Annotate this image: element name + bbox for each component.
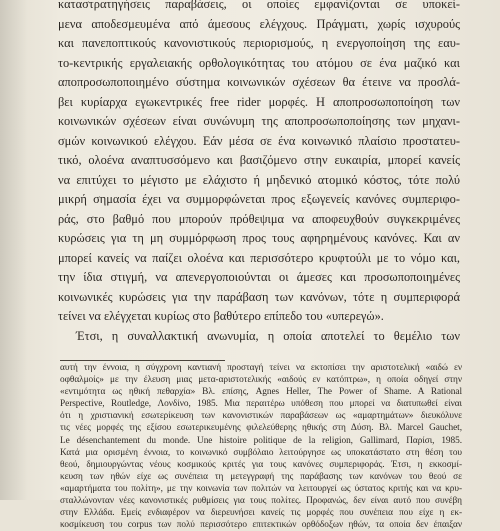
page-shadow <box>0 0 28 500</box>
footnotes <box>60 362 462 531</box>
footnote-line: αυτή την έννοια, η σύγχρονη καντιανή προσταγή τείνει να εκτοπίσει την αριστοτελική «αιδώ εν <box>60 363 462 373</box>
text-line: μενα αποδεσμευμένα από άμεσους ελέγχους. Πράγματι, χωρίς ισχυρούς <box>58 16 460 31</box>
text-line: τείνει να ελέγχεται κυρίως στο βαθύτερο επίπεδο του «υπερεγώ». <box>58 309 384 323</box>
text-line: να επιτύχει το μέγιστο με ελάχιστο ή μηδενικό ατομικό κόστος, τότε πολύ <box>58 172 460 187</box>
footnote-line: «εντιμότητα ως ηθική πεθαρχία» Βλ. επίσης, Agnes Heller, The Power of Shame. A Rational <box>60 387 462 398</box>
text-line: ράς, στο βαθμό που μπορούν πρόθεψιμα να αποφευχθούν συγκεκριμένες <box>58 211 460 226</box>
text-line: καταστρατηγήσεις παραβάσεις, οι οποίες εμφανίζονται σε υποκεί- <box>58 0 460 11</box>
text-line: κοινωνικών σχέσεων είναι συνώνυμη της αποπροσωποποίησης των μηχανι- <box>58 114 460 128</box>
footnote-line: ότι η χριστιανική εσωτερίκευση των κανονιστικών παραβάσεων ως «αμαρτημάτων» διευκόλυνε <box>60 411 462 422</box>
footnote-line: θεού, δημιουργώντας νέους κοσμικούς κριτές για τους κανόνες συμπεριφοράς. Έτσι, η εκκοσμί- <box>60 459 462 470</box>
footnote-line: Le désenchantement du monde. Une histoire politique de la religion, Gallimard, Παρίσι, 1985. <box>60 435 462 446</box>
footnote-line: κοσμίκευση του corpus των πολύ περισσότερο επιτεκτικών ορθόδοξων ηθών, τα οποία δεν έπαιξαν <box>60 520 462 531</box>
text-line: μπορεί κανείς να παίζει ολοένα και περισσότερο κρυφτούλι με το νόμο και, <box>58 250 460 265</box>
text-line: αποπροσωποποιημένο σύστημα κοινωνικών σχέσεων θα έτεινε να προσλά- <box>58 75 460 89</box>
footnote-line: «αμαρτήματα του πολίτη», με την κοινωνία των πολιτών να λειτουργεί ως ύστατος κριτής και να κρυ- <box>60 483 462 494</box>
text-line: μικρή σημασία έχει να συμμορφώνεται προς εξωγενείς κανόνες συμπεριφο- <box>58 192 460 206</box>
footnote-line: στην Ελλάδα. Εμείς ενδιαφέρον να διερευνήσει κανείς τις μορφές που συνέπεια που είχε η εκ- <box>60 508 462 519</box>
footnote-line: τις νέες μορφές της εξίσου εσωτερικευμένης φιλελεύθερης ηθικής στη Δύση. Βλ. Marcel Gauchet, <box>60 423 462 434</box>
text-line: την ίδια στιγμή, να απενεργοποιούνται οι άμεσες και προσωποποιημένες <box>58 270 460 284</box>
text-line: το-κεντρικής εργαλειακής ορθολογικότητας του ατόμου σε ένα μαζικό και <box>58 55 460 70</box>
footnote-separator <box>60 360 225 361</box>
text-line: Έτσι, η συναλλακτική ανωνυμία, η οποία αποτελεί το θεμέλιο των <box>76 328 460 343</box>
footnote-line: οφθαλμοίς» με την έλευση μιας μετα-αριστοτελικής «αιδούς εν κατόπτρω», η οποία οδηγεί στην <box>60 375 462 386</box>
main-text <box>58 0 460 346</box>
text-line: κοινωνικές κυρώσεις για την παράβαση των κανόνων, τότε η συμπεριφορά <box>58 289 460 304</box>
footnote-line: σταλλώνονταν νέες κανονιστικές ρυθμίσεις για τους πολίτες. Προφανώς, δεν είναι αυτό που συνέβη <box>60 496 462 507</box>
text-line: κυρώσεις για τη μη συμμόρφωση προς τους αφηρημένους κανόνες. Και αν <box>58 231 460 245</box>
text-line: σμών κοινωνικού ελέγχου. Εάν μέσα σε ένα κοινωνικό πλαίσιο προστατευ- <box>58 133 460 148</box>
footnote-line: Perspective, Routledge, Λονδίνο, 1985. Μια περαιτέρω υπόθεση που μπορεί να διατυπωθεί είναι <box>60 399 462 410</box>
text-line: βει κυρίαρχα εγωκεντρικές free rider μορφές. Η αποπροσωποποίηση των <box>58 94 460 109</box>
text-line: και πανεποπτικούς κανονιστικούς περιορισμούς, η ενεργοποίηση της εαυ- <box>58 36 460 50</box>
footnote-line: κευση των ηθών είχε ως συνέπεια τη μετεγγραφή της παράβασης των κανόνων του θεού σε <box>60 471 462 482</box>
footnote-line: Κατά μια ορισμένη έννοια, το κοινωνικό συμβόλαιο λειτούργησε ως υποκατάστατο στη θέση του <box>60 447 462 458</box>
text-line: τικό, ολοένα αναπτυσσόμενο και βασιζόμενο στην ευκαιρία, μπορεί κανείς <box>58 153 460 167</box>
